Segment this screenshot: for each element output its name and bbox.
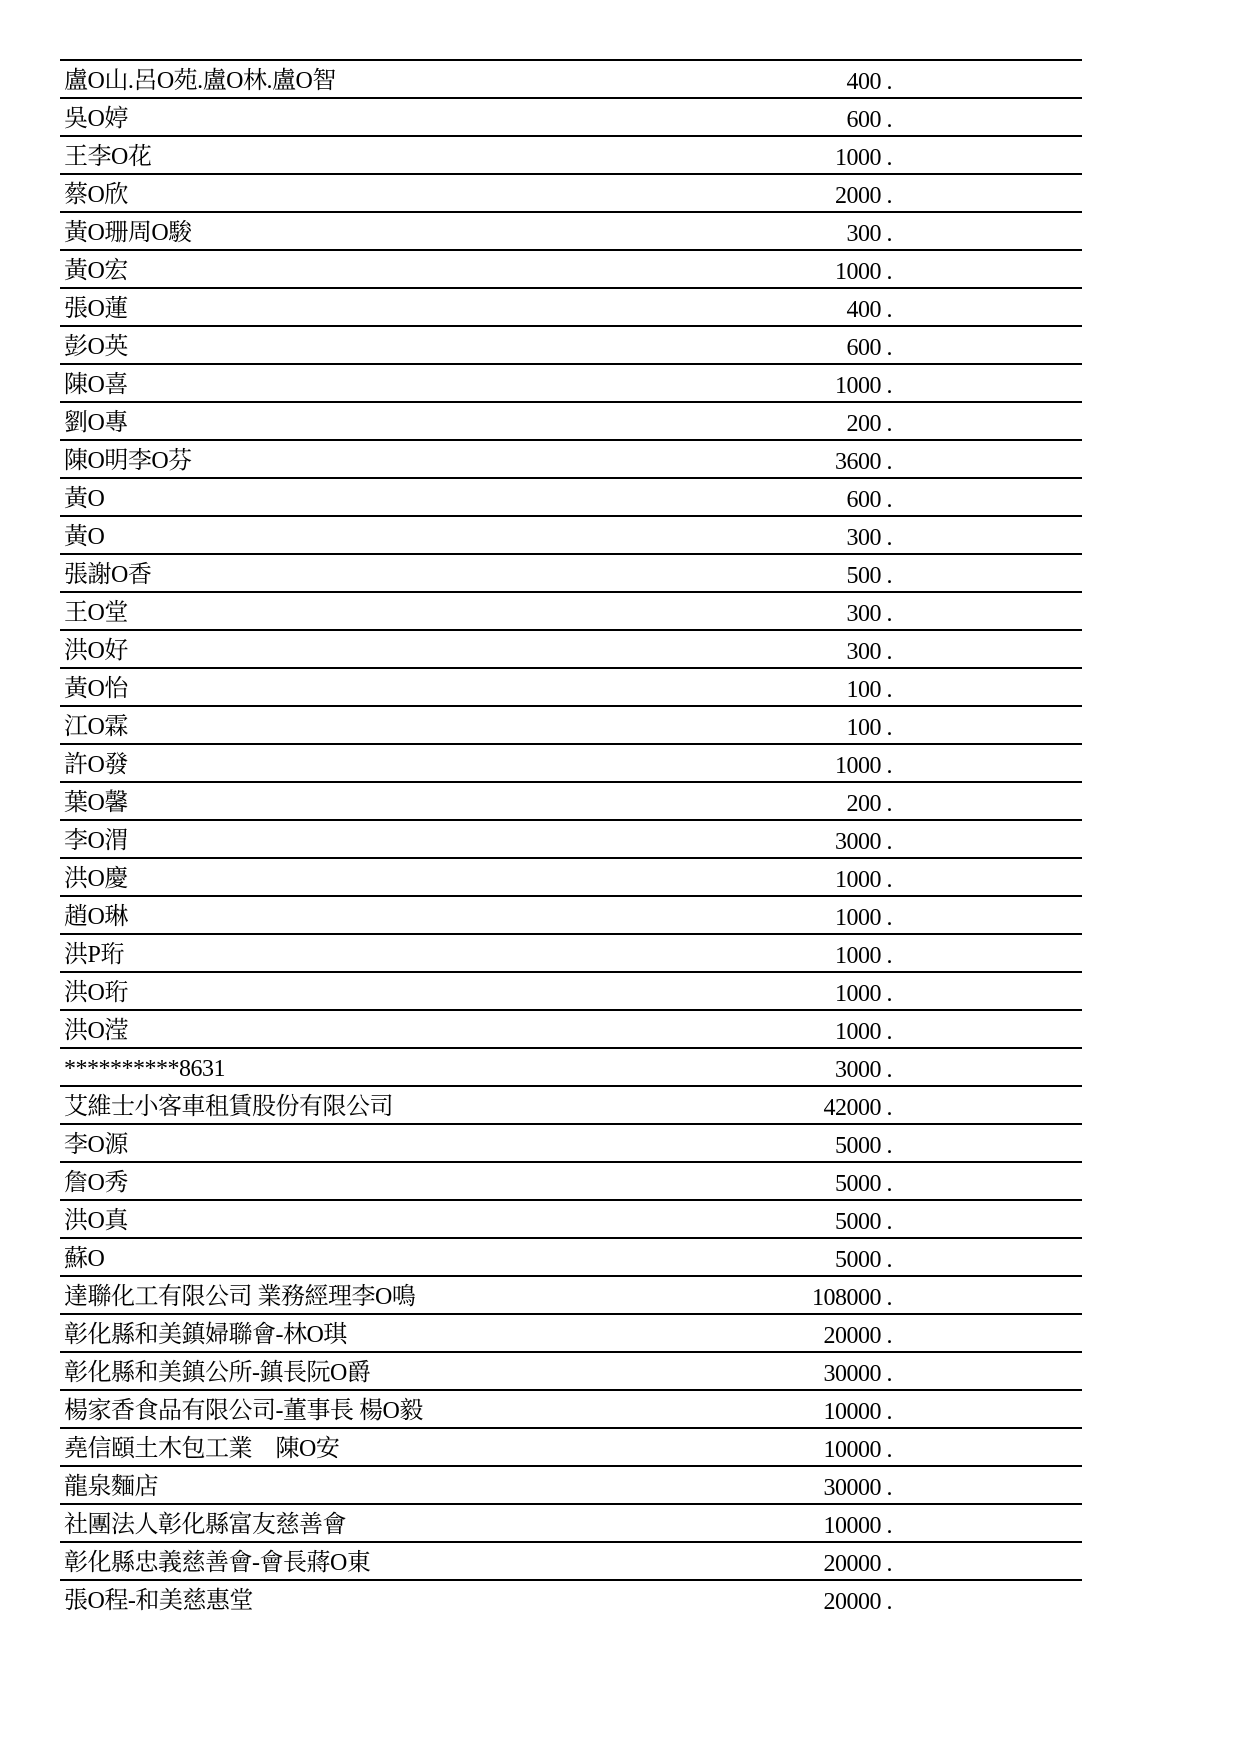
- table-row: [60, 287, 1082, 325]
- donor-name: 黃O: [64, 524, 105, 550]
- donation-amount: 20000 .: [823, 1323, 892, 1349]
- donor-name: 蘇O: [64, 1246, 105, 1272]
- donor-name: 吳O婷: [64, 106, 128, 132]
- donation-amount: 400 .: [846, 297, 892, 323]
- donation-amount: 5000 .: [835, 1247, 892, 1273]
- table-row: [60, 59, 1082, 97]
- donation-amount: 100 .: [846, 677, 892, 703]
- donor-name: 張O程-和美慈惠堂: [64, 1588, 253, 1614]
- donation-amount: 10000 .: [823, 1437, 892, 1463]
- donor-name: 王O堂: [64, 600, 128, 626]
- table-row: [60, 1579, 1082, 1617]
- table-row: [60, 1389, 1082, 1427]
- table-row: [60, 781, 1082, 819]
- donation-amount: 1000 .: [835, 867, 892, 893]
- donation-amount: 30000 .: [823, 1475, 892, 1501]
- donor-name: 洪O好: [64, 638, 128, 664]
- donor-name: 劉O專: [64, 410, 128, 436]
- donation-amount: 3600 .: [835, 449, 892, 475]
- donor-name: 彰化縣和美鎮婦聯會-林O琪: [64, 1322, 347, 1348]
- donor-name: 葉O馨: [64, 790, 128, 816]
- donor-name: 蔡O欣: [64, 182, 128, 208]
- donor-name: 彰化縣和美鎮公所-鎮長阮O爵: [64, 1360, 371, 1386]
- table-row: [60, 857, 1082, 895]
- table-row: [60, 1047, 1082, 1085]
- table-row: [60, 135, 1082, 173]
- table-row: [60, 325, 1082, 363]
- table-row: [60, 1351, 1082, 1389]
- donor-name: 張謝O香: [64, 562, 152, 588]
- donor-name: 詹O秀: [64, 1170, 128, 1196]
- donation-amount: 300 .: [846, 601, 892, 627]
- table-row: [60, 363, 1082, 401]
- table-row: [60, 1199, 1082, 1237]
- donor-name: 黃O珊周O駿: [64, 220, 192, 246]
- table-row: [60, 705, 1082, 743]
- table-row: [60, 1275, 1082, 1313]
- donation-amount: 300 .: [846, 639, 892, 665]
- donation-amount: 1000 .: [835, 259, 892, 285]
- donor-name: 達聯化工有限公司 業務經理李O鳴: [64, 1284, 416, 1310]
- table-row: [60, 591, 1082, 629]
- table-row: [60, 477, 1082, 515]
- donation-amount: 600 .: [846, 487, 892, 513]
- donation-amount: 10000 .: [823, 1513, 892, 1539]
- table-row: [60, 553, 1082, 591]
- donation-amount: 1000 .: [835, 1019, 892, 1045]
- donor-name: 艾維士小客車租賃股份有限公司: [64, 1094, 393, 1120]
- donation-amount: 5000 .: [835, 1133, 892, 1159]
- donation-amount: 300 .: [846, 525, 892, 551]
- donation-amount: 1000 .: [835, 905, 892, 931]
- table-row: [60, 1161, 1082, 1199]
- donation-amount: 30000 .: [823, 1361, 892, 1387]
- donor-name: 楊家香食品有限公司-董事長 楊O毅: [64, 1398, 423, 1424]
- donation-amount: 600 .: [846, 335, 892, 361]
- donation-amount: 20000 .: [823, 1551, 892, 1577]
- donor-name: 李O源: [64, 1132, 128, 1158]
- donation-amount: 100 .: [846, 715, 892, 741]
- table-row: [60, 667, 1082, 705]
- donor-name: 社團法人彰化縣富友慈善會: [64, 1512, 346, 1538]
- donor-name: 江O霖: [64, 714, 128, 740]
- donation-amount: 42000 .: [823, 1095, 892, 1121]
- donor-name: 黃O: [64, 486, 105, 512]
- donor-name: 黃O怡: [64, 676, 128, 702]
- table-row: [60, 211, 1082, 249]
- donor-name: 彭O英: [64, 334, 128, 360]
- table-row: [60, 1009, 1082, 1047]
- donation-amount: 300 .: [846, 221, 892, 247]
- donor-name: 彰化縣忠義慈善會-會長蔣O東: [64, 1550, 371, 1576]
- table-row: [60, 1503, 1082, 1541]
- donor-name: 李O渭: [64, 828, 128, 854]
- donor-name: 洪P珩: [64, 942, 124, 968]
- donor-name: 洪O珩: [64, 980, 128, 1006]
- table-row: [60, 1465, 1082, 1503]
- donation-amount: 3000 .: [835, 1057, 892, 1083]
- donation-list: [60, 59, 1082, 1617]
- donation-amount: 108000 .: [812, 1285, 892, 1311]
- table-row: [60, 249, 1082, 287]
- donation-amount: 20000 .: [823, 1589, 892, 1615]
- table-row: [60, 1427, 1082, 1465]
- table-row: [60, 819, 1082, 857]
- donation-amount: 1000 .: [835, 981, 892, 1007]
- table-row: [60, 1237, 1082, 1275]
- donation-amount: 5000 .: [835, 1209, 892, 1235]
- donor-name: 洪O滢: [64, 1018, 128, 1044]
- donation-amount: 200 .: [846, 791, 892, 817]
- table-row: [60, 743, 1082, 781]
- table-row: [60, 439, 1082, 477]
- donor-name: 洪O慶: [64, 866, 128, 892]
- table-row: [60, 1541, 1082, 1579]
- table-row: [60, 401, 1082, 439]
- donation-amount: 10000 .: [823, 1399, 892, 1425]
- donation-amount: 3000 .: [835, 829, 892, 855]
- donation-amount: 500 .: [846, 563, 892, 589]
- donor-name: 許O發: [64, 752, 128, 778]
- table-row: [60, 933, 1082, 971]
- donation-amount: 400 .: [846, 69, 892, 95]
- donor-name: **********8631: [64, 1056, 225, 1082]
- donation-amount: 1000 .: [835, 943, 892, 969]
- donor-name: 陳O明李O芬: [64, 448, 192, 474]
- donation-amount: 1000 .: [835, 753, 892, 779]
- table-row: [60, 515, 1082, 553]
- table-row: [60, 629, 1082, 667]
- donation-amount: 200 .: [846, 411, 892, 437]
- donor-name: 洪O真: [64, 1208, 128, 1234]
- table-row: [60, 971, 1082, 1009]
- donor-name: 盧O山.呂O苑.盧O林.盧O智: [64, 68, 336, 94]
- donor-name: 王李O花: [64, 144, 152, 170]
- donation-amount: 600 .: [846, 107, 892, 133]
- table-row: [60, 97, 1082, 135]
- table-row: [60, 1085, 1082, 1123]
- donor-name: 堯信頤土木包工業 陳O安: [64, 1436, 340, 1462]
- donor-name: 陳O喜: [64, 372, 128, 398]
- table-row: [60, 1313, 1082, 1351]
- table-row: [60, 173, 1082, 211]
- donor-name: 張O蓮: [64, 296, 128, 322]
- table-row: [60, 895, 1082, 933]
- donation-amount: 1000 .: [835, 145, 892, 171]
- donor-name: 龍泉麵店: [64, 1474, 158, 1500]
- table-row: [60, 1123, 1082, 1161]
- donor-name: 趙O琳: [64, 904, 128, 930]
- donation-amount: 2000 .: [835, 183, 892, 209]
- donation-amount: 1000 .: [835, 373, 892, 399]
- donor-name: 黃O宏: [64, 258, 128, 284]
- donation-amount: 5000 .: [835, 1171, 892, 1197]
